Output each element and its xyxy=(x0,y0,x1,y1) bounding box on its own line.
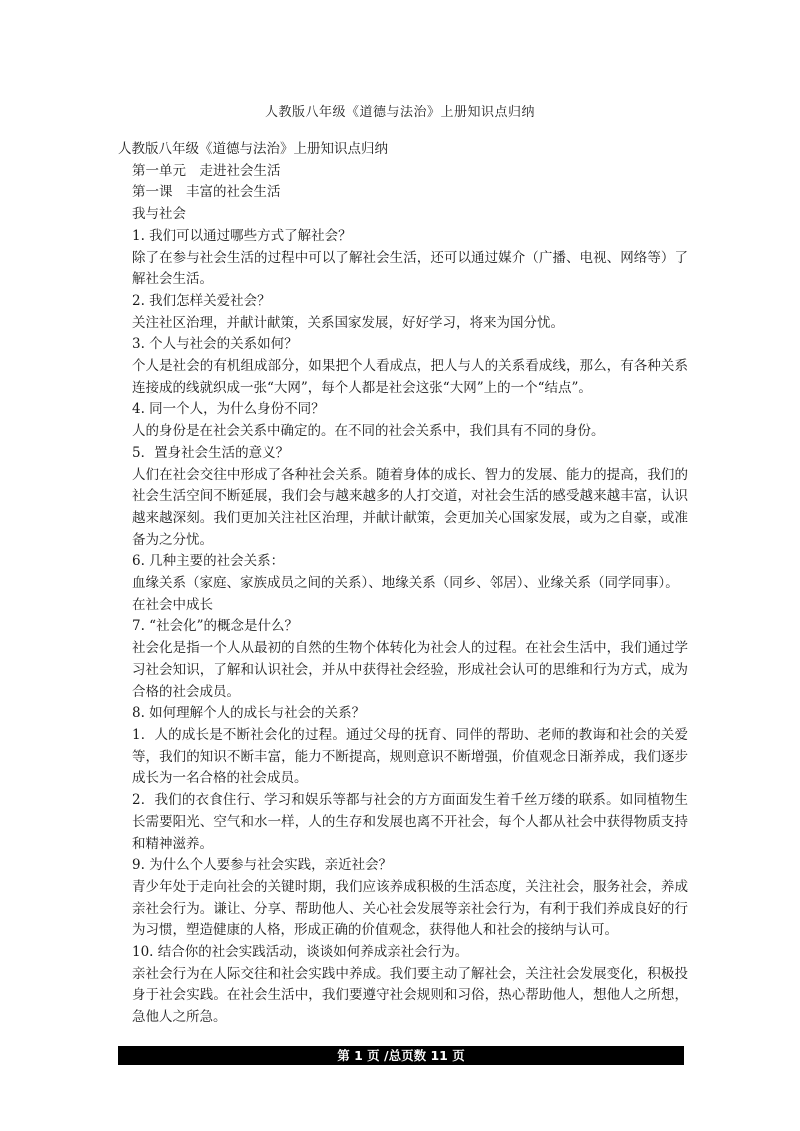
answer-6: 血缘关系（家庭、家族成员之间的关系）、地缘关系（同乡、邻居）、业缘关系（同学同事）。 xyxy=(132,575,679,592)
question-2: 2. 我们怎样关爱社会？ xyxy=(132,292,271,309)
question-3: 3. 个人与社会的关系如何？ xyxy=(132,336,298,353)
question-6: 6. 几种主要的社会关系： xyxy=(132,553,285,570)
document-body xyxy=(118,139,688,1029)
answer-9: 青少年处于走向社会的关键时期，我们应该养成积极的生活态度，关注社会，服务社会，养成亲社会行为。谦让、分享、帮助他人、关心社会发展等亲社会行为，有利于我们养成良好的行为习惯，塑造健康的人格，形成正确的价值观念，获得他人和社会的接纳与认可。 xyxy=(132,878,688,939)
question-10: 10. 结合你的社会实践活动，谈谈如何养成亲社会行为。 xyxy=(132,944,469,961)
section-heading-me-and-society: 我与社会 xyxy=(132,206,186,223)
question-9: 9. 为什么个人要参与社会实践，亲近社会？ xyxy=(132,857,393,874)
unit-heading: 第一单元 走进社会生活 xyxy=(132,162,281,179)
question-5: 5．置身社会生活的意义？ xyxy=(132,444,290,461)
lesson-heading: 第一课 丰富的社会生活 xyxy=(132,184,281,201)
answer-3: 个人是社会的有机组成部分，如果把个人看成点，把人与人的关系看成线，那么，有各种关系连接成的线就织成一张“大网”，每个人都是社会这张“大网”上的一个“结点”。 xyxy=(132,358,688,396)
question-7: 7. “社会化”的概念是什么？ xyxy=(132,618,298,635)
answer-8-point-1: 1．人的成长是不断社会化的过程。通过父母的抚育、同伴的帮助、老师的教诲和社会的关爱等，我们的知识不断丰富，能力不断提高，规则意识不断增强，价值观念日渐养成，我们逐步成长为一名合格的社会成员。 xyxy=(132,726,688,787)
answer-8-point-2: 2．我们的衣食住行、学习和娱乐等都与社会的方方面面发生着千丝万缕的联系。如同植物生长需要阳光、空气和水一样，人的生存和发展也离不开社会，每个人都从社会中获得物质支持和精神滋养。 xyxy=(132,792,688,852)
answer-10: 亲社会行为在人际交往和社会实践中养成。我们要主动了解社会，关注社会发展变化，积极投身于社会实践。在社会生活中，我们要遵守社会规则和习俗，热心帮助他人，想他人之所想，急他人之所急。 xyxy=(132,965,688,1026)
answer-4: 人的身份是在社会关系中确定的。在不同的社会关系中，我们具有不同的身份。 xyxy=(132,423,605,440)
page-number-footer: 第 1 页 /总页数 11 页 xyxy=(118,1046,684,1065)
page-header-title: 人教版八年级《道德与法治》上册知识点归纳 xyxy=(264,105,535,120)
answer-7: 社会化是指一个人从最初的自然的生物个体转化为社会人的过程。在社会生活中，我们通过学习社会知识，了解和认识社会，并从中获得社会经验，形成社会认可的思维和行为方式，成为合格的社会成员。 xyxy=(132,640,688,700)
answer-1: 除了在参与社会生活的过程中可以了解社会生活，还可以通过媒介（广播、电视、网络等）了解社会生活。 xyxy=(132,249,688,288)
document-title: 人教版八年级《道德与法治》上册知识点归纳 xyxy=(118,141,388,157)
answer-5: 人们在社会交往中形成了各种社会关系。随着身体的成长、智力的发展、能力的提高，我们的社会生活空间不断延展，我们会与越来越多的人打交道，对社会生活的感受越来越丰富，认识越来越深刻。我们更加关注社区治理，并献计献策，会更加关心国家发展，或为之自豪，或准备为之分忧。 xyxy=(132,466,688,548)
section-heading-growing-in-society: 在社会中成长 xyxy=(132,596,213,613)
question-4: 4. 同一个人，为什么身份不同？ xyxy=(132,401,325,418)
question-8: 8. 如何理解个人的成长与社会的关系？ xyxy=(132,705,366,722)
answer-2: 关注社区治理，并献计献策，关系国家发展，好好学习，将来为国分忧。 xyxy=(132,314,564,331)
question-1: 1. 我们可以通过哪些方式了解社会？ xyxy=(132,227,352,244)
